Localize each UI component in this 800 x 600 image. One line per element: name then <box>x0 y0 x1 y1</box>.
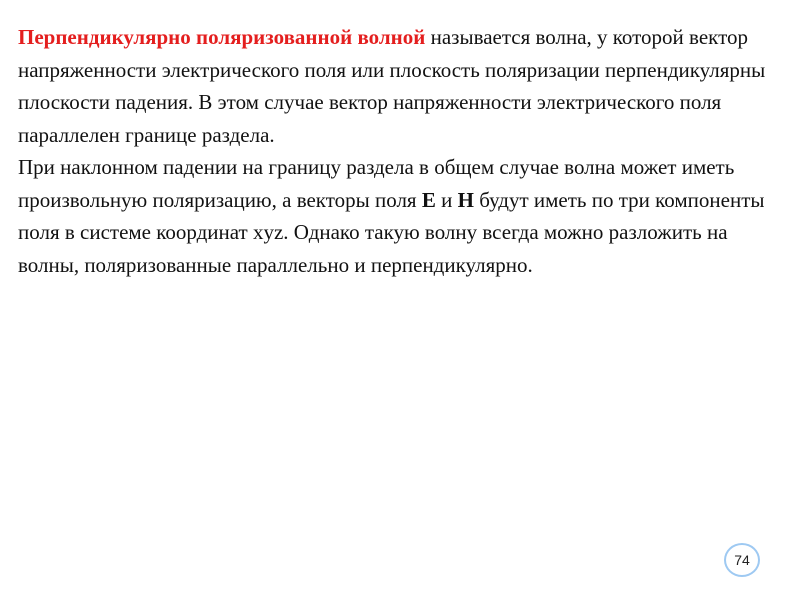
vector-e-symbol: E <box>421 187 436 212</box>
vector-h-symbol: H <box>457 187 474 212</box>
slide-body <box>18 21 788 281</box>
oblique-incidence-paragraph <box>18 151 788 281</box>
paragraph-connector: и <box>435 187 458 212</box>
page-number: 74 <box>734 552 750 568</box>
definition-text: называется волна, у которой вектор напряженности электрического поля или плоскость поляризации перпендикулярны плоскости падения. В этом случае вектор напряженности электрического поля параллелен границе раздела. <box>18 25 766 147</box>
definition-paragraph <box>18 21 788 151</box>
defined-term: Перпендикулярно поляризованной волной <box>18 25 426 49</box>
paragraph-text-start: При наклонном падении на границу раздела в общем случае волна может иметь произвольную поляризацию, а векторы поля <box>18 155 735 212</box>
paragraph-text-end: будут иметь по три компоненты поля в системе координат xyz. Однако такую волну всегда можно разложить на волны, поляризованные параллельно и перпендикулярно. <box>18 187 765 277</box>
page-number-badge <box>724 543 760 577</box>
